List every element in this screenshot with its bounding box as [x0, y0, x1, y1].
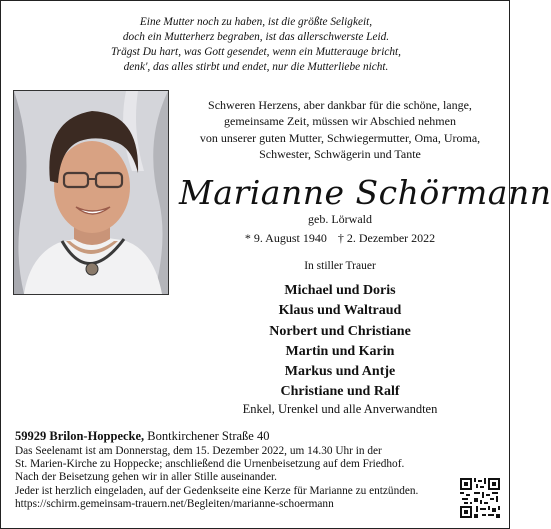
qr-code-icon[interactable]	[460, 478, 500, 518]
deceased-name: Marianne Schörmann	[179, 173, 551, 212]
details-line: Nach der Beisetzung gehen wir in aller Stille auseinander.	[15, 471, 277, 484]
memorial-link[interactable]: https://schirm.gemeinsam-trauern.net/Begleiten/marianne-schoermann	[15, 497, 334, 510]
intro-line: Schweren Herzens, aber dankbar für die schöne, lange,	[208, 98, 472, 112]
poem-line: Eine Mutter noch zu haben, ist die größte Seligkeit,	[139, 16, 373, 28]
mourner: Michael und Doris	[284, 283, 396, 298]
death-date: † 2. Dezember 2022	[337, 231, 436, 245]
address-street: Bontkirchener Straße 40	[147, 429, 270, 443]
details-line: Das Seelenamt ist am Donnerstag, dem 15. Dezember 2022, um 14.30 Uhr in der	[15, 445, 382, 457]
details-line: St. Marien-Kirche zu Hoppecke; anschließend die Urnenbeisetzung auf dem Friedhof.	[15, 458, 405, 471]
poem-line: denk', das alles stirbt und endet, nur die Mutterliebe nicht.	[123, 61, 389, 73]
mourners-extra: Enkel, Urenkel und alle Anverwandten	[242, 402, 438, 416]
life-dates	[179, 231, 501, 246]
poem-line: Trägst Du hart, was Gott gesendet, wenn ein Mutterauge bricht,	[111, 46, 401, 58]
intro-line: von unserer guten Mutter, Schwiegermutter, Oma, Uroma,	[199, 130, 481, 145]
mourner: Norbert und Christiane	[269, 323, 411, 339]
intro-line: gemeinsame Zeit, müssen wir Abschied nehmen	[224, 114, 456, 129]
mourners-list	[179, 281, 501, 403]
portrait-photo	[13, 90, 169, 295]
mourner: Klaus und Waltraud	[278, 303, 402, 319]
intro-line: Schwester, Schwägerin und Tante	[259, 146, 421, 161]
mourner: Christiane und Ralf	[280, 384, 400, 400]
birth-date: * 9. August 1940	[244, 231, 327, 245]
address	[15, 429, 269, 444]
address-city: 59929 Brilon-Hoppecke,	[15, 429, 145, 443]
birth-name: geb. Lörwald	[308, 212, 372, 226]
service-details	[15, 445, 455, 511]
mourner: Markus und Antje	[284, 364, 396, 380]
poem-line: doch ein Mutterherz begraben, ist das allerschwerste Leid.	[122, 31, 390, 43]
mourner: Martin und Karin	[285, 343, 395, 359]
poem	[71, 15, 441, 75]
details-line: Jeder ist herzlich eingeladen, auf der Gedenkseite eine Kerze für Marianne zu entzünden.	[15, 484, 419, 497]
mourning-label: In stiller Trauer	[304, 260, 376, 272]
intro-text	[179, 97, 501, 162]
